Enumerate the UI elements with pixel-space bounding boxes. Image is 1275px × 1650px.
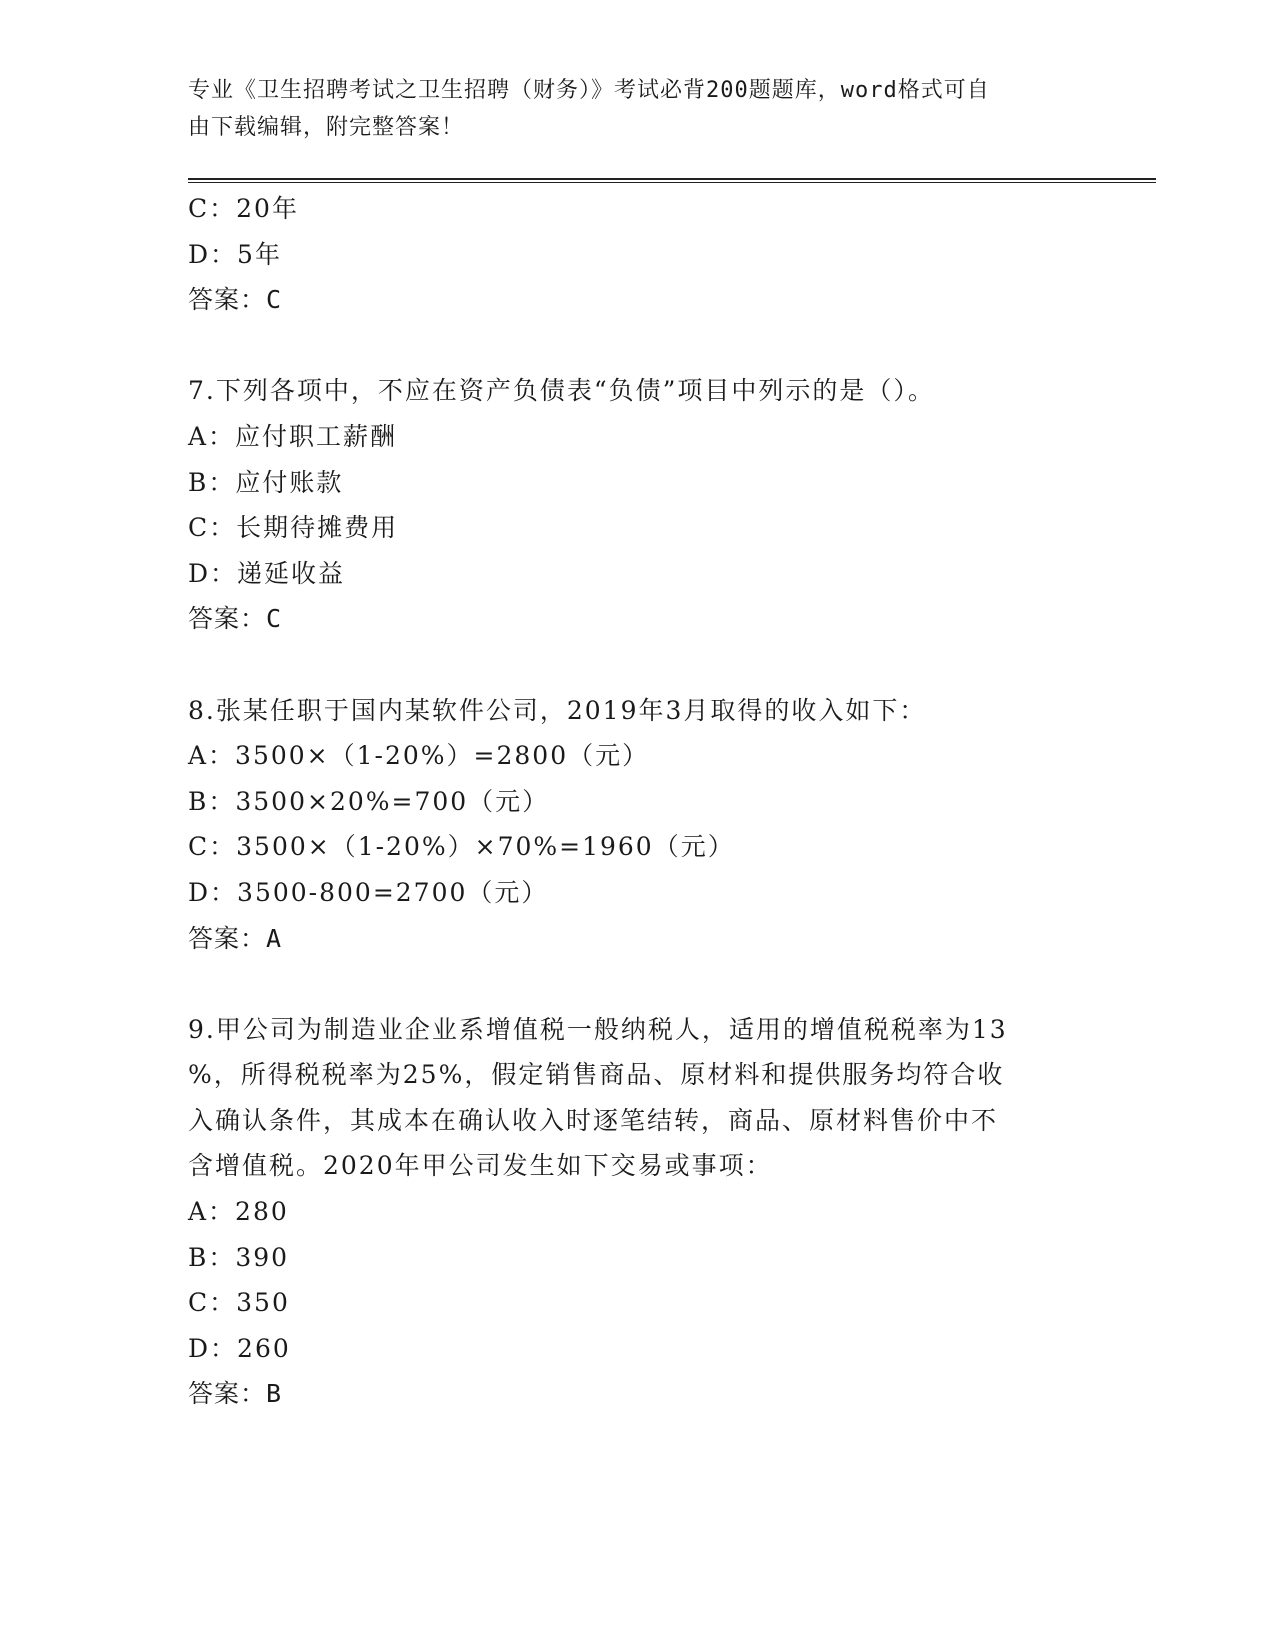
question-text-line-4: 含增值税。2020年甲公司发生如下交易或事项： [188,1151,773,1181]
question-text: 7.下列各项中，不应在资产负债表“负债”项目中列示的是（）。 [188,376,935,406]
option-a: A：280 [188,1197,289,1227]
question-6-tail [188,186,1088,323]
option-b: B：3500×20%=700（元） [188,786,550,816]
document-body [188,186,1088,1417]
question-text-line-1: 9.甲公司为制造业企业系增值税一般纳税人，适用的增值税税率为13 [188,1014,1008,1044]
spacer [188,961,1088,1007]
option-b: B：390 [188,1242,290,1272]
option-b: B：应付账款 [188,467,344,497]
answer: 答案：C [188,285,283,315]
answer: 答案：B [188,1379,283,1409]
option-c: C：长期待摊费用 [188,513,399,543]
question-7 [188,368,1088,642]
question-9 [188,1007,1088,1417]
option-d: D：3500-800=2700（元） [188,877,549,907]
header-divider [188,178,1156,183]
spacer [188,642,1088,688]
option-d: D：260 [188,1333,291,1363]
option-a: A：3500×（1-20%）=2800（元） [188,741,650,771]
document-header [188,72,1068,146]
question-text-line-2: %，所得税税率为25%，假定销售商品、原材料和提供服务均符合收 [188,1060,1005,1090]
option-c: C：3500×（1-20%）×70%=1960（元） [188,832,735,862]
question-text-line-3: 入确认条件，其成本在确认收入时逐笔结转，商品、原材料售价中不 [188,1105,999,1135]
option-d: D：5年 [188,239,282,269]
question-text: 8.张某任职于国内某软件公司，2019年3月取得的收入如下： [188,695,927,725]
header-line-2: 由下载编辑，附完整答案！ [188,115,465,140]
answer: 答案：C [188,604,283,634]
spacer [188,323,1088,369]
option-c: C：350 [188,1288,290,1318]
option-d: D：递延收益 [188,558,346,588]
option-a: A：应付职工薪酬 [188,421,398,451]
option-c: C：20年 [188,194,299,223]
header-line-1: 专业《卫生招聘考试之卫生招聘（财务）》考试必背200题题库，word格式可自 [188,78,990,103]
answer: 答案：A [188,923,283,953]
question-8 [188,688,1088,962]
